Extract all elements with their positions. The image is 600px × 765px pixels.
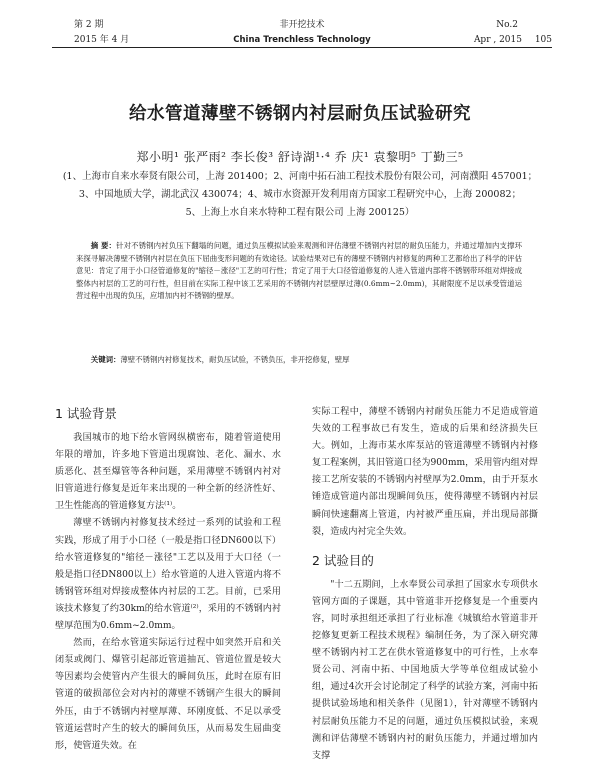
section-1-paragraph-1: 我国城市的地下给水管网纵横密布，随着管道使用年限的增加，许多地下管道出现腐蚀、老化、漏水、水质恶化、甚至爆管等各种问题，采用薄壁不锈钢内衬对旧管道进行修复是近年来出现的一种全新的经济性好、卫生性能高的管道修复方法⁽¹⁾。 bbox=[55, 433, 281, 512]
journal-name-en: China Trenchless Technology bbox=[233, 35, 371, 45]
section-1-paragraph-3: 然而，在给水管道实际运行过程中如突然开启和关闭泵或阀门、爆管引起部近管道抽瓦、管道位置是较大等因素均会使管内产生很大的瞬间负压，此时在原有旧管道的破损部位会对内衬的薄壁不锈钢产生很大的瞬间外压，由于不锈钢内衬壁厚薄、环刚度低、不足以承受管道运营时产生的较大的瞬间负压，从而易发生屈曲变形，使管道失效。在 bbox=[55, 638, 281, 751]
body-column-left bbox=[55, 404, 281, 755]
section-2-paragraph-1: "十二五期间，上水奉贤公司承担了国家水专项供水管网方面的子课题，其中管道非开挖修复是一个重要内容，同时承担组还承担了行业标准《城镇给水管道非开挖修复更新工程技术规程》编制任务，为了深入研究薄壁不锈钢内衬工艺在供水管道修复中的可行性，上水奉贤公司、河南中拓、中国地质大学等单位组成试验小组，通过4次开会讨论制定了科学的试验方案，河南中拓提供试验场地和相关条件（见图1），针对薄壁不锈钢内衬层耐负压能力不足的问题，通过负压模拟试验，来观测和评估薄壁不锈钢内衬的耐负压能力，并通过增加内支撑 bbox=[312, 579, 538, 761]
affiliation-line-3: 5、上海上水自来水特种工程有限公司 上海 200125） bbox=[185, 207, 415, 218]
section-1-paragraph-3-continued: 实际工程中，薄壁不锈钢内衬耐负压能力不足造成管道失效的工程事故已有发生，造成的后果和经济损失巨大。例如，上海市某水库泵站的管道薄壁不锈钢内衬修复工程案例，其旧管道口径为900mm，采用管内组对焊接工艺所安装的不锈钢内衬壁厚为2.0mm，由于开泵水锤造成管道内部出现瞬间负压，使得薄壁不锈钢内衬层瞬间快速翻离上管道，内衬被严重压扁，并出现局部撕裂，造成内衬完全失效。 bbox=[312, 407, 538, 537]
issue-no-en: No.2 bbox=[496, 20, 518, 30]
page-number: 105 bbox=[534, 35, 552, 45]
keywords-label: 关键词： bbox=[90, 355, 121, 364]
journal-name-cn: 非开挖技术 bbox=[279, 20, 325, 30]
section-1-heading: 1 试验背景 bbox=[55, 406, 117, 421]
affiliation-line-1: (1、上海市自来水奉贤有限公司，上海 201400；2、河南中拓石油工程技术股份有限公司，河南濮阳 457001； bbox=[62, 171, 538, 182]
header-rule bbox=[52, 47, 552, 48]
header-right bbox=[474, 18, 552, 48]
paper-title: 给水管道薄壁不锈钢内衬层耐负压试验研究 bbox=[129, 104, 471, 124]
author-list: 郑小明¹ 张严雨² 李长俊³ 舒诗湖¹·⁴ 乔 庆¹ 袁黎明⁵ 丁勤三⁵ bbox=[136, 150, 464, 164]
issue-number: 第 2 期 bbox=[74, 20, 104, 30]
abstract-label: 摘 要： bbox=[90, 241, 117, 250]
issue-date: 2015 年 4 月 bbox=[74, 35, 130, 45]
body-column-right bbox=[312, 404, 538, 765]
keywords-text: 薄壁不锈钢内衬修复技术，耐负压试验，不锈负压，非开挖修复，壁厚 bbox=[120, 355, 350, 364]
abstract-text: 针对不锈钢内衬负压下翻塌的问题，通过负压模拟试验来观测和评估薄壁不锈钢内衬层的耐负压能力，并通过增加内支撑环来探寻解决薄壁不锈钢内衬层在负压下屈曲变形问题的有效途径。试验结果对已有的薄壁不锈钢内衬修复的两种工艺都给出了科学的评估意见：肯定了用于小口径管道修复的"缩径－涨径"工艺的可行性；肯定了用于大口径管道修复的人进入管道内部将不锈钢带环组对焊接成整体内衬层的工艺的可行性，但目前在实际工程中该工艺采用的不锈钢内衬层壁厚过薄(0.6mm~2.0mm)，其耐限度不足以承受管道运营过程中出现的负压，应增加内衬不锈钢的壁厚。 bbox=[76, 241, 522, 301]
section-2-heading: 2 试验目的 bbox=[312, 552, 374, 568]
abstract bbox=[76, 240, 522, 303]
keywords bbox=[76, 354, 522, 366]
running-header bbox=[52, 18, 552, 48]
issue-date-en: Apr , 2015 bbox=[473, 35, 522, 45]
affiliation-line-2: 3、中国地质大学，湖北武汉 430074；4、城市水资源开发利用南方国家工程研究中心，上海 200082； bbox=[78, 189, 522, 200]
section-1-paragraph-2: 薄壁不锈钢内衬修复技术经过一系列的试验和工程实践，形成了用于小口径（一般是指口径DN600以下）给水管道修复的"缩径－涨径"工艺以及用于大口径（一般是指口径DN800以上）给水管道的人进入管道内将不锈钢管环组对焊接成整体内衬层的工艺。目前，已采用该技术修复了约30km的给水管道⁽²⁾，采用的不锈钢内衬壁厚范围为0.6mm~2.0mm。 bbox=[55, 518, 281, 632]
